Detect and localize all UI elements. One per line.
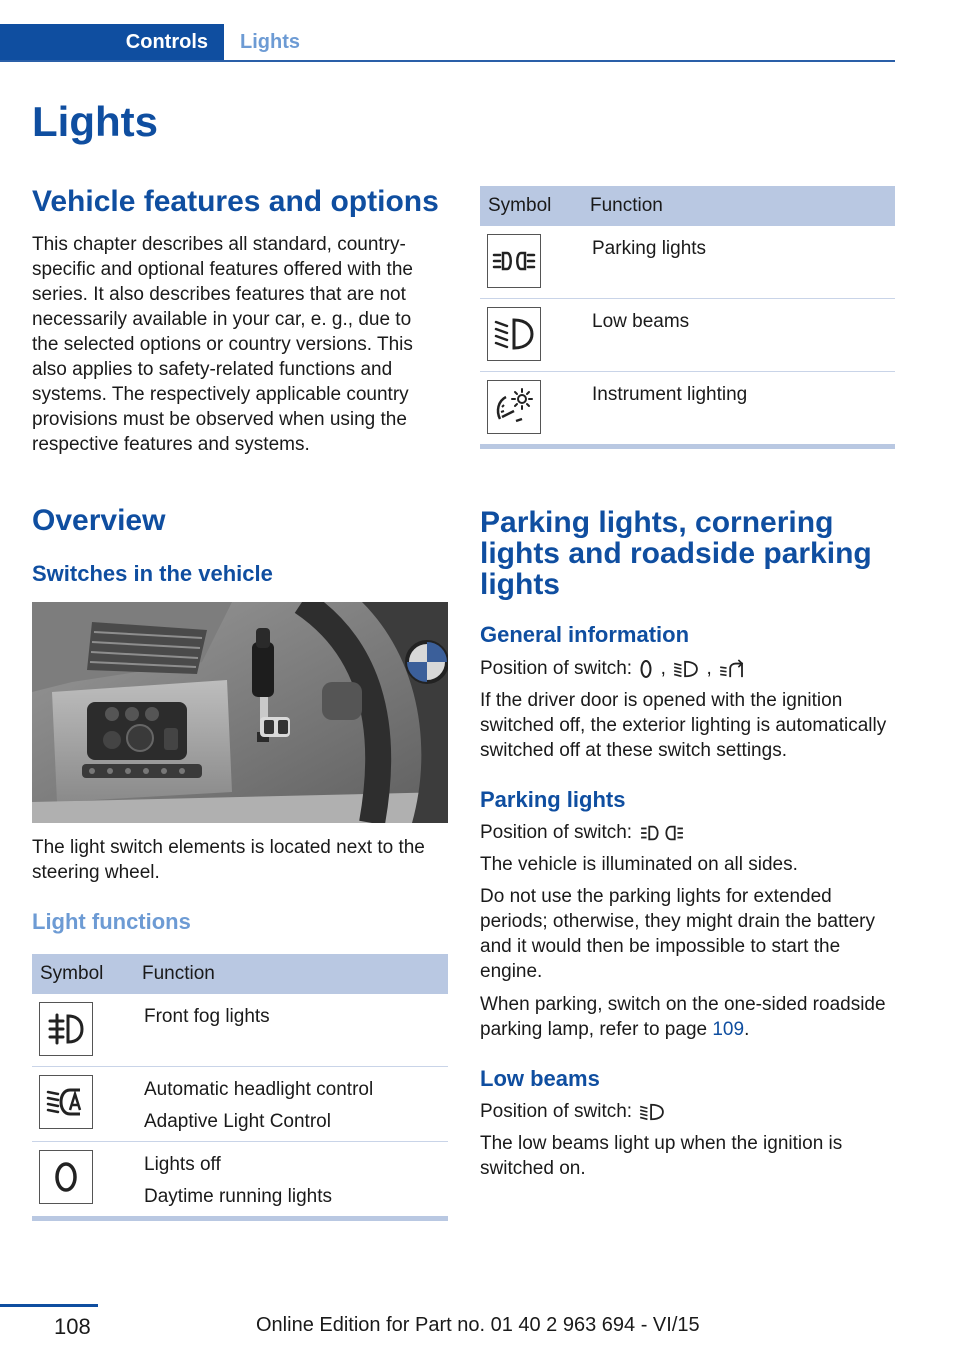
header-tab-lights[interactable] [240,24,300,61]
header-tab-controls-label: Controls [125,31,208,53]
table-row [480,226,895,299]
function-cell [582,299,895,372]
position-label: Position of switch: [480,822,633,843]
low-beams-icon [637,1102,667,1122]
parking-body-2: Do not use the parking lights for extended periods; otherwise, they might drain the battery and it would then be impossible to start the engine. [480,886,875,982]
low-beams-body: The low beams light up when the ignition is switched on. [480,1133,843,1179]
table-row [32,1067,448,1142]
position-label: Position of switch: [480,1101,633,1122]
parking-body-3-text: When parking, switch on the one-sided roadside parking lamp, refer to page [480,994,886,1040]
function-line: Low beams [592,311,690,332]
low-beams-heading: Low beams [480,1066,600,1091]
general-information-heading: General information [480,622,690,647]
table-row [480,372,895,447]
symbol-cell [32,994,134,1067]
col-symbol: Symbol [480,186,582,226]
vehicle-features-body: This chapter describes all standard, country-specific and optional features offered with the series. It also describes features that are not necessarily available in your car, e. g., due to the selected options or country versions. This also applies to safety-related functions and systems. The respectively applicable country provisions must be observed when using the respective features and systems. [32,234,413,455]
low-beams-position-line [480,1099,895,1124]
dashboard-illustration [32,602,448,823]
parking-body-3 [480,992,895,1042]
footer-divider [0,1304,98,1307]
function-line: Adaptive Light Control [144,1111,331,1132]
function-cell [582,226,895,299]
parking-lights-heading: Parking lights [480,787,626,812]
separator: , [706,658,712,679]
general-position-line [480,656,895,681]
function-line: Daytime running lights [144,1186,332,1207]
position-label: Position of switch: [480,658,633,679]
symbol-cell [480,299,582,372]
low-beams-icon [487,307,541,361]
table-header-row [32,954,448,994]
page-title: Lights [32,98,158,145]
switches-caption: The light switch elements is located next to the steering wheel. [32,837,425,883]
light-functions-heading: Light functions [32,909,191,934]
lights-off-icon [637,659,655,679]
dashboard-photo [32,602,448,823]
symbol-cell [480,372,582,447]
cornering-lights-icon [717,659,747,679]
page-number: 108 [54,1314,91,1339]
function-cell [134,1067,448,1142]
instrument-lighting-icon [487,380,541,434]
parking-position-line [480,820,895,845]
switches-heading: Switches in the vehicle [32,561,273,586]
symbol-cell [480,226,582,299]
overview-heading: Overview [32,504,166,537]
light-functions-table-left [32,954,448,1221]
function-cell [134,1142,448,1219]
vehicle-features-heading: Vehicle features and options [32,185,439,218]
symbol-cell [32,1142,134,1219]
automatic-headlight-icon [39,1075,93,1129]
function-line: Front fog lights [144,1006,270,1027]
function-cell [582,372,895,447]
parking-section-heading: Parking lights, cornering lights and roadside parking lights [480,506,872,601]
lights-off-icon [39,1150,93,1204]
symbol-cell [32,1067,134,1142]
parking-lights-icon [637,823,687,843]
table-row [32,994,448,1067]
col-symbol: Symbol [32,954,134,994]
parking-lights-icon [671,659,701,679]
header-tab-lights-label: Lights [240,31,300,53]
parking-body-3-end: . [744,1019,750,1040]
function-line: Parking lights [592,238,707,259]
separator: , [660,658,666,679]
front-fog-lights-icon [39,1002,93,1056]
function-cell [134,994,448,1067]
header-tab-controls[interactable] [0,24,224,61]
col-function: Function [582,186,895,226]
col-function: Function [134,954,448,994]
parking-lights-icon [487,234,541,288]
header-divider [0,60,895,62]
edition-info: Online Edition for Part no. 01 40 2 963 694 - VI/15 [256,1314,700,1336]
function-line: Lights off [144,1154,221,1175]
function-line: Automatic headlight control [144,1079,374,1100]
table-row [32,1142,448,1219]
light-functions-table-right [480,186,895,449]
page-reference-link[interactable]: 109 [712,1019,745,1040]
table-header-row [480,186,895,226]
general-body: If the driver door is opened with the ignition switched off, the exterior lighting is automatically switched off at these switch settings. [480,690,887,761]
parking-body-1: The vehicle is illuminated on all sides. [480,854,798,875]
function-line: Instrument lighting [592,384,748,405]
table-row [480,299,895,372]
